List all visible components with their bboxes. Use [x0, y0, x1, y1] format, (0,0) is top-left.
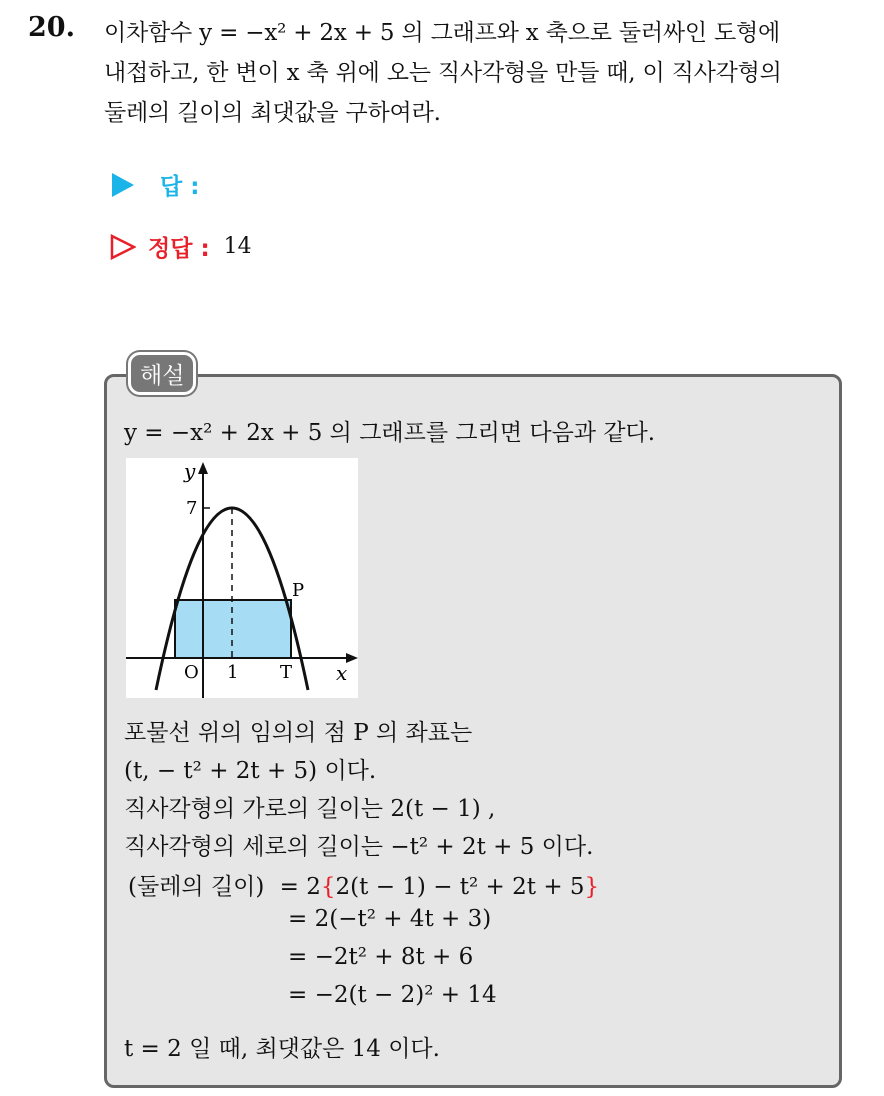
- answer-row: [110, 168, 199, 201]
- calc-step-4: = −2(t − 2)² + 14: [288, 982, 497, 1008]
- problem-line-3: 둘레의 길이의 최댓값을 구하여라.: [104, 100, 441, 126]
- solution-line-3: 직사각형의 가로의 길이는 2(t − 1) ,: [124, 796, 496, 822]
- y-axis-arrow: [198, 462, 208, 474]
- inscribed-rectangle: [175, 600, 291, 658]
- play-icon: [112, 173, 134, 197]
- calc-step1-pre: = 2: [279, 874, 321, 900]
- p-label: P: [292, 580, 305, 601]
- solution-line-1: 포물선 위의 임의의 점 P 의 좌표는: [124, 720, 473, 746]
- problem-line-2: 내접하고, 한 변이 x 축 위에 오는 직사각형을 만들 때, 이 직사각형의: [104, 60, 782, 86]
- solution-conclusion: t = 2 일 때, 최댓값은 14 이다.: [124, 1036, 440, 1062]
- calc-lhs: (둘레의 길이): [128, 874, 265, 900]
- problem-number: 20.: [28, 12, 75, 43]
- correct-answer-value: 14: [223, 234, 252, 259]
- seven-label: 7: [186, 498, 198, 519]
- correct-answer-row: [110, 230, 252, 263]
- t-label: T: [280, 662, 293, 683]
- solution-line-4: 직사각형의 세로의 길이는 −t² + 2t + 5 이다.: [124, 834, 594, 860]
- calc-step1-mid: 2(t − 1) − t² + 2t + 5: [335, 874, 585, 900]
- parabola-graph: [126, 458, 358, 698]
- x-axis-arrow: [346, 653, 358, 663]
- calc-brace-open: {: [320, 874, 336, 900]
- x-axis-label: x: [336, 661, 348, 685]
- correct-answer-label: 정답 :: [148, 236, 210, 262]
- solution-line-2: (t, − t² + 2t + 5) 이다.: [124, 758, 377, 784]
- solution-tag: 해설: [128, 352, 196, 395]
- solution-intro: y = −x² + 2x + 5 의 그래프를 그리면 다음과 같다.: [124, 420, 656, 446]
- calc-brace-close: }: [584, 874, 600, 900]
- one-label: 1: [227, 662, 239, 683]
- calc-step-2: = 2(−t² + 4t + 3): [288, 906, 492, 932]
- problem-line-1: 이차함수 y = −x² + 2x + 5 의 그래프와 x 축으로 둘러싸인 도형에: [104, 20, 781, 46]
- y-axis-label: y: [184, 459, 196, 483]
- play-outline-icon: [110, 234, 136, 260]
- answer-label: 답 :: [160, 174, 200, 200]
- calc-step-3: = −2t² + 8t + 6: [288, 944, 474, 970]
- origin-label: O: [184, 662, 199, 683]
- calc-step-1: [128, 868, 599, 901]
